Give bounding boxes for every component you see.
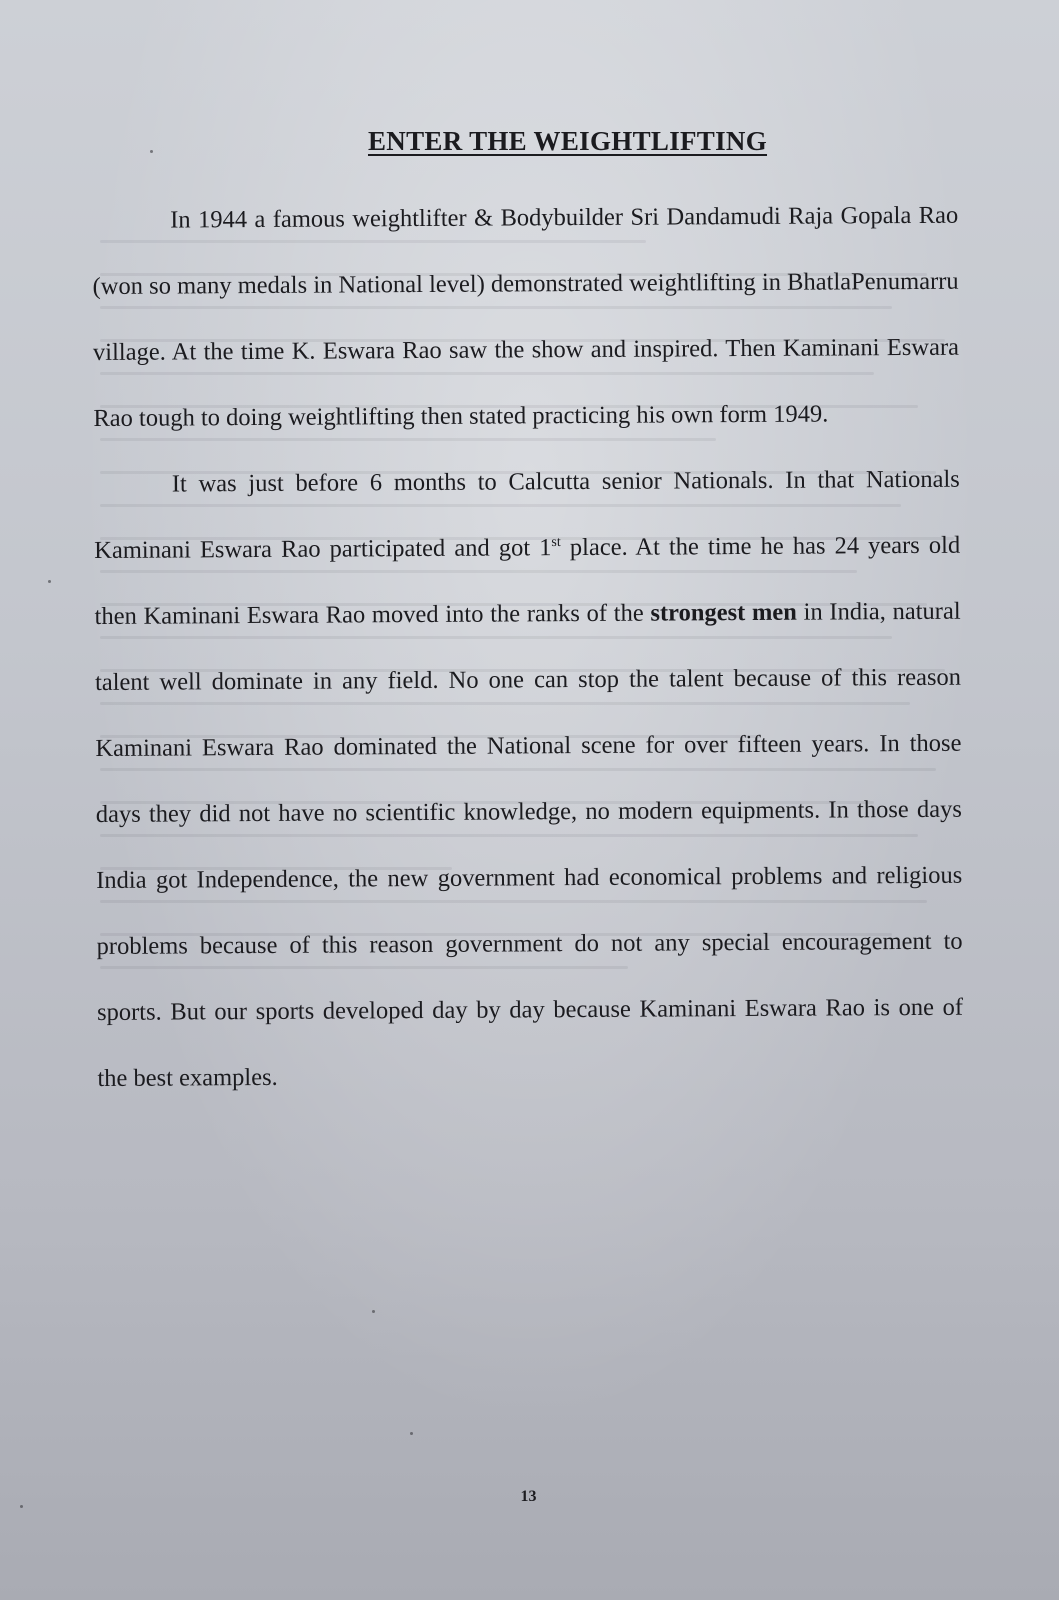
- paper-speck: [410, 1432, 413, 1435]
- paper-speck: [20, 1505, 23, 1508]
- body-text: [92, 183, 964, 1112]
- paper-speck: [150, 150, 153, 153]
- paragraph-2-part-2: place. At the time he has 24 years old then Kaminani Eswara Rao moved into the ranks of the: [94, 531, 961, 630]
- page-number: 13: [520, 1488, 537, 1505]
- paragraph-2: [94, 447, 964, 1112]
- paragraph-2-part-1: It was just before 6 months to Calcutta senior Nationals. In that Nationals Kaminani Eswara Rao participated and got 1: [94, 465, 960, 564]
- page-title: [38, 126, 1059, 157]
- ordinal-suffix: st: [551, 534, 561, 551]
- paper-speck: [372, 1310, 375, 1313]
- page-title-text: ENTER THE WEIGHTLIFTING: [367, 126, 768, 156]
- paper-speck: [48, 580, 51, 583]
- paragraph-2-part-3: in India, natural talent well dominate in any field. No one can stop the talent because of this reason Kaminani Eswara Rao dominated the National scene for over fifteen years. In those days they did not have no scientific knowledge, no modern equipments. In those days India got Independence, the new government had economical problems and religious problems because of this reason government do not any special encouragement to sports. But our sports developed day by day because Kaminani Eswara Rao is one of the best examples.: [94, 597, 964, 1092]
- bold-phrase: strongest men: [650, 598, 797, 627]
- paragraph-1: In 1944 a famous weightlifter & Bodybuilder Sri Dandamudi Raja Gopala Rao (won so many medals in National level) demonstrated weightlifting in BhatlaPenumarru village. At the time K. Eswara Rao saw the show and inspired. Then Kaminani Eswara Rao tough to doing weightlifting then stated practicing his own form 1949.: [92, 201, 960, 432]
